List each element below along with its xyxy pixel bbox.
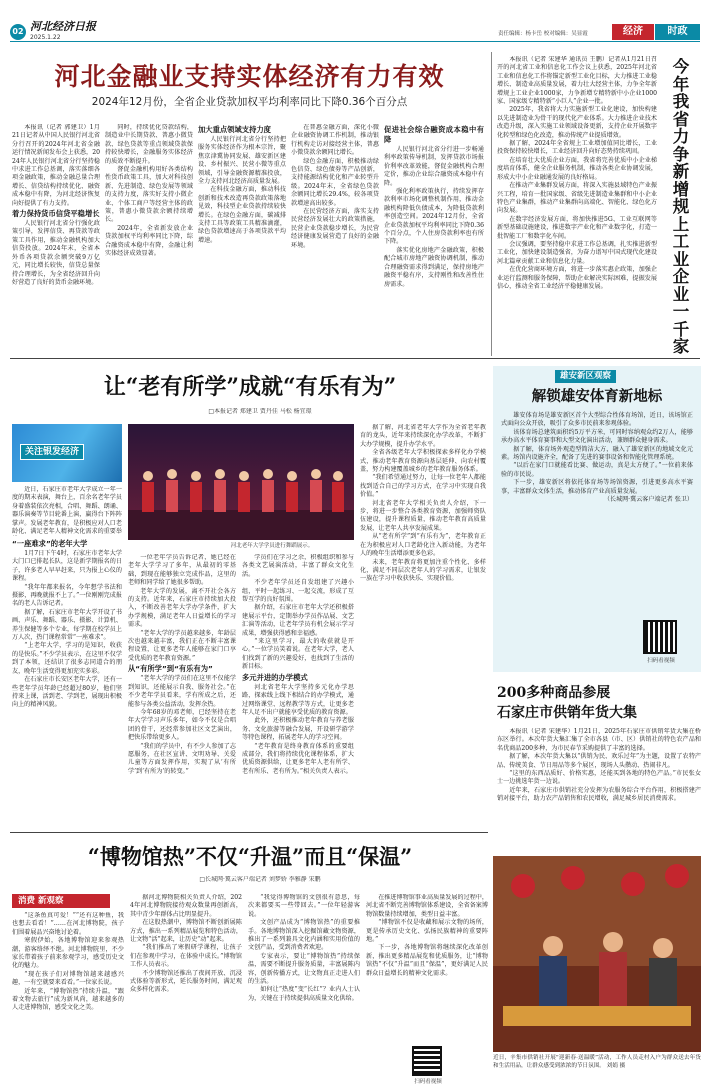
feature-col-3 (242, 554, 354, 828)
paragraph: 一位老年学员告诉记者，她已经在老年大学学习了多年，从最初的零基础，到现在能够独立完成作品，这里的老师和同学给了她很多帮助。 (128, 554, 236, 587)
subheading: 促进社会综合融资成本稳中有降 (384, 125, 484, 144)
paragraph: 据了解，河北省老年大学作为全省老年教育的龙头，近年来持续深化办学改革，不断扩大办学规模，提升办学水平。 (360, 424, 486, 448)
feature-byline: □本报记者 郑建卫 贾丹佳 马松 杨宜璟 (208, 408, 312, 415)
xiongan-box (493, 366, 701, 672)
paragraph: “以后在家门口就能看比赛、做运动，真是太方便了。”一位前来体验的市民说。 (501, 462, 693, 478)
vertical-title-char: 家 (672, 337, 690, 356)
paragraph: 在科技金融方面，推动科技创新和技术改造再贷款政策落地见效，科技型企业贷款持续较快增长。在绿色金融方面，碳减排支持工具等政策工具精准滴灌，绿色贷款增速高于各项贷款平均增速。 (198, 186, 286, 244)
museum-qr-code[interactable] (412, 1046, 442, 1076)
paragraph: 下一步，雄安新区将依托体育场等场馆资源，引进更多高水平赛事，丰富群众文体生活，推动体育产业高质量发展。 (501, 479, 693, 495)
stage-floor (128, 510, 354, 540)
paragraph: 在培育壮大优质企业方面，我省将完善优质中小企业梯度培育体系，健全企业服务机制，推动各类企业协调发展，形成大中小企业融通发展的良好格局。 (497, 156, 657, 181)
museum-col-1 (12, 912, 124, 1084)
feature-badge-photo (12, 424, 122, 482)
lead-col-3 (198, 124, 286, 316)
market-photo (493, 856, 701, 1052)
vertical-title-char: 业 (672, 249, 690, 269)
paragraph: 同时，持续优化贷款结构，制造业中长期贷款、普惠小微贷款、绿色贷款等重点领域贷款保持较快增长，金融服务实体经济的质效不断提升。 (105, 124, 193, 165)
paragraph: 督促金融机构用好各类结构性货币政策工具，加大对科技创新、先进制造、绿色发展等领域的支持力度，落实好支持小微企业、个体工商户等经营主体的政策，普惠小微贷款余额持续增长。 (105, 166, 193, 224)
feature-title: 让“老有所学”成就“有乐有为” (103, 374, 397, 400)
feature-intro (12, 486, 122, 536)
paragraph: 学员们在学习之余，积极组织和参与各类文艺展演活动，丰富了群众文化生活。 (242, 554, 354, 578)
paragraph: “现在孩子们对博物馆越来越感兴趣，一有空就要来看看。”一位家长说。 (12, 970, 124, 987)
lead-col-5 (384, 124, 484, 316)
vertical-title-char: 千 (672, 319, 690, 339)
museum-badge: 消费 新观察 (12, 894, 110, 908)
paragraph: 强化利率政策执行，持续发挥存款利率市场化调整机制作用，推动金融机构降低负债成本，为降低贷款利率创造空间。2024年12月份，全省企业贷款加权平均利率同比下降0.36个百分点，个人住房贷款利率也有所下降。 (384, 188, 484, 246)
section-tag-economy: 经济 (612, 24, 654, 40)
paragraph: 未来，老年教育将更加注重个性化、多样化，满足不同层次老年人的学习需求，让银发一族在学习中收获快乐、实现价值。 (360, 558, 486, 583)
issue-date: 2025.1.22 (30, 34, 61, 41)
paragraph: “上老年大学，学习的是知识，收获的是快乐。”不少学员表示，在这里不仅学到了本领，还结识了很多志同道合的朋友，晚年生活变得更加充实多彩。 (12, 642, 122, 675)
paragraph: 寒假伊始，各地博物馆迎来参观热潮，游客络绎不绝。河北博物院里，不少家长带着孩子前来参观学习，感受历史文化的魅力。 (12, 937, 124, 970)
paragraph: 专家表示，要让“博物馆热”持续保温，需要不断提升服务质量，丰富展陈内容，创新传播方式，让文物真正走进人们的生活。 (248, 952, 360, 986)
subheading: 从“有所学”到“有乐有为” (128, 664, 213, 674)
vertical-title-char: 争 (672, 144, 690, 164)
paragraph: “我们推出了寒假研学课程，让孩子们在参观中学习，在体验中成长。”博物馆工作人员表示。 (130, 944, 242, 969)
vertical-title-char: 一 (672, 302, 690, 321)
paragraph: 会议强调，要坚持稳中求进工作总基调，扎实推进新型工业化，加快建设制造强省，为奋力谱写中国式现代化建设河北篇章贡献工业和信息化力量。 (497, 240, 657, 265)
paragraph: 下一步，各地博物馆将继续深化改革创新，推出更多精品展览和优质服务，让“博物馆热”不仅“升温”而且“保温”，更好满足人民群众日益增长的精神文化需求。 (366, 944, 488, 977)
vertical-title-char: 新 (672, 162, 690, 181)
paragraph: 据了解，体育场外观造型简洁大方，融入了雄安新区的地域文化元素。场馆内设施齐全，配备了先进的赛事设备和智能化管理系统。 (501, 445, 693, 462)
paragraph: 本报讯（记者 宋建华）1月21日，2025年石家庄市供销年货大集在桥东区举行。本次年货大集汇集了全市各县（市、区）供销社的特色农产品和名优商品200多种，为市民春节采购提供了丰富的选择。 (497, 728, 701, 752)
paragraph: 据了解，本次年货大集以“供销为民、欢乐过年”为主题，设置了农特产品、传统美食、节日用品等多个展区，现场人头攒动、热闹非凡。 (497, 753, 701, 769)
lead-col-4 (291, 124, 379, 316)
masthead (0, 0, 708, 42)
vertical-title-char: 今 (672, 58, 690, 76)
vertical-title-char: 企 (672, 267, 690, 286)
paragraph: 文创产品成为“博物馆热”的重要推手。各地博物馆深入挖掘馆藏文物资源，推出了一系列兼具文化内涵和实用价值的文创产品，受到消费者欢迎。 (248, 919, 360, 952)
vertical-title-char: 力 (672, 127, 690, 146)
vertical-title-char: 增 (672, 179, 690, 199)
xiongan-title: 解锁雄安体育新地标 (531, 388, 663, 405)
paragraph: 老年大学的发展，离不开社会各方的支持。近年来，石家庄市持续加大投入，不断改善老年大学办学条件，扩大办学规模，满足老年人日益增长的学习需求。 (128, 587, 236, 629)
paragraph: 该体育场总建筑面积约5万平方米，可同时容纳观众约2万人，能够承办高水平体育赛事和大型文化演出活动，兼顾群众健身需求。 (501, 428, 693, 445)
paragraph: 如何让“热度”变“长红”？业内人士认为，关键在于持续提供高质量文化供给。 (248, 986, 360, 1002)
fair-title-2: 石家庄市供销年货大集 (497, 705, 637, 721)
paragraph: 据河北博物院相关负责人介绍，2024年河北博物院接待观众数量再创新高，其中青少年群体占比明显提升。 (130, 894, 242, 918)
paragraph: “来这里学习，最大的收获就是开心。”一位学员笑着说。在老年大学，老人们找到了新的兴趣爱好，也找到了生活的新目标。 (242, 638, 354, 671)
paragraph: 在数字经济发展方面，将加快推进5G、工业互联网等新型基础设施建设，推进数字产业化和产业数字化，打造一批智能工厂和数字化车间。 (497, 215, 657, 240)
museum-col-3 (248, 894, 360, 1084)
paragraph: 在推进博物馆事业高质量发展的过程中，河北省不断完善博物馆体系建设，全省备案博物馆数量持续增加，类型日益丰富。 (366, 894, 488, 918)
subheading: “一座难求”的老年大学 (12, 539, 88, 548)
feature-col-1 (12, 538, 122, 828)
feature-col-4 (360, 424, 486, 828)
paragraph: “老年大学的学员们在这里不仅能学到知识，还能展示自我、服务社会。”在不少老年学员看来，学有所成之后，还能参与各类公益活动，发挥余热。 (128, 675, 236, 708)
vertical-title-char: 工 (672, 232, 690, 251)
masthead-rule (10, 41, 700, 42)
paragraph: 不少博物馆还推出了夜间开放、沉浸式体验等新形式，延长服务时间，满足观众多样化需求。 (130, 969, 242, 994)
paragraph: 本报讯（记者 宋建华 通讯员 王鹏）记者从1月21日召开的河北省工业和信息化工作会议上获悉，2025年河北省工业和信息化工作将锚定新型工业化目标，大力推进工业稳增长、制造业高质量发展，着力壮大经营主体，力争全年新增规上工业企业1000家，力争新增专精特新中小企业1000家、国家级专精特新“小巨人”企业一批。 (497, 56, 657, 106)
paragraph: 据介绍，石家庄市老年大学还积极搭建展示平台，定期举办学员作品展、文艺汇演等活动，让老年学员有机会展示学习成果，增强获得感和幸福感。 (242, 604, 354, 637)
goods-table (503, 1006, 691, 1026)
paragraph: “老年教育是终身教育体系的重要组成部分，我们将持续优化课程体系，扩大优质资源供给，让更多老年人老有所学、老有所乐、老有所为。”相关负责人表示。 (242, 742, 354, 775)
column-divider (491, 52, 492, 356)
paragraph: 据了解，石家庄市老年大学开设了书画、声乐、舞蹈、器乐、摄影、计算机、养生保健等多个专业，每学期在校学员上万人次，热门课程常常“一座难求”。 (12, 608, 122, 642)
paragraph: 据了解，2024年全省规上工业增加值同比增长，工业投资保持较快增长，工业经济回升向好态势持续巩固。 (497, 140, 657, 156)
paragraph: 2024年，全省新发放企业贷款加权平均利率同比下降，综合融资成本稳中有降，金融让利实体经济成效显著。 (105, 224, 193, 258)
paragraph: “我觉得博物馆的文创很有意思，每次来都要买一些带回去。”一位年轻游客说。 (248, 894, 360, 918)
feature-photo (128, 424, 354, 540)
xiongan-qr-code[interactable] (643, 620, 677, 654)
paragraph: 在普惠金融方面，深化小微企业融资协调工作机制，推动银行机构走访对接经营主体，普惠小微贷款余额同比增长。 (291, 124, 379, 157)
feature-photo-caption: 河北老年大学学员进行舞蹈展示。 (230, 543, 314, 549)
lead-col-1 (12, 124, 100, 316)
paragraph: 今年68岁的邓老师，已经坚持在老年大学学习声乐多年，如今不仅是合唱团的骨干，还经常参加社区文艺演出，把快乐带给更多人。 (128, 708, 236, 742)
paragraph: “老年大学的学员越来越多，年龄层次也越来越丰富，我们正在不断丰富课程设置，让更多老年人能够在家门口享受优质的老年教育资源。” (128, 629, 236, 662)
fair-body (497, 728, 701, 852)
subheading: 着力保持货币信贷平稳增长 (12, 209, 100, 219)
paragraph: 人民银行河北省分行进一步畅通利率政策传导机制，发挥贷款市场报价利率改革效能，督促金融机构合理定价，推动企业综合融资成本稳中有降。 (384, 146, 484, 187)
xiongan-body (501, 412, 693, 616)
paragraph: 不少老年学员还自发组建了兴趣小组，平时一起练习、一起交流，形成了互帮互学的良好氛围。 (242, 579, 354, 604)
lead-subtitle: 2024年12月份，全省企业贷款加权平均利率同比下降0.36个百分点 (91, 96, 408, 108)
subheading: 多元并进的办学模式 (242, 672, 308, 682)
paragraph: 在推动产业集群发展方面，将深入实施县域特色产业振兴工程，培育一批国家级、省级先进制造业集群和中小企业特色产业集群，推动产业集群向高端化、智能化、绿色化方向发展。 (497, 182, 657, 215)
paragraph: “我们希望通过努力，让每一位老年人都能找到适合自己的学习方式，在学习中实现自我价值。” (360, 474, 486, 499)
paragraph: 在民营经济方面，落实支持民营经济发展壮大的政策措施，民营企业贷款稳步增长，为民营经济健康发展营造了良好的金融环境。 (291, 208, 379, 249)
paragraph: 近日，石家庄市老年大学成立一年一度的期末表演，舞台上，百余名老年学员身着盛装依次亮相，合唱、舞蹈、朗诵、器乐演奏等节目轮番上演，赢得台下阵阵掌声。发展老年教育，是积极应对人口老龄化、满足老年人精神文化需求的重要举 (12, 486, 122, 536)
industry-body (497, 56, 657, 352)
paragraph: 绿色金融方面，积极推动绿色信贷、绿色债券等产品创新，支持能源结构优化和产业转型升级。2024年末，全省绿色贷款余额同比增长29.4%，较各项贷款增速高出较多。 (291, 157, 379, 207)
lead-title: 河北金融业支持实体经济有力有效 (54, 62, 445, 91)
feature-col-2 (128, 554, 236, 828)
paragraph: 在这股热潮中，博物馆不断创新展陈方式，推出一系列精品展览和特色活动，让文物“活”起来，让历史“动”起来。 (130, 919, 242, 944)
subheading: 加大重点领域支持力度 (198, 125, 271, 134)
paragraph: 在石家庄市长安区老年大学，还有一些老年学员年龄已经超过80岁，他们坚持来上课，活到老、学到老，展现出积极向上的精神风貌。 (12, 676, 122, 709)
paragraph: 雄安体育场是雄安新区首个大型综合性体育场馆，近日，该场馆正式面向公众开放，吸引了众多市民前来参观体验。 (501, 412, 693, 428)
paragraph: 人民银行河北省分行坚持把服务实体经济作为根本宗旨，聚焦京津冀协同发展、雄安新区建设、乡村振兴、民营小微等重点领域，引导金融资源精准投放，全力支持河北经济高质量发展。 (198, 136, 286, 186)
vertical-title-char: 规 (672, 197, 690, 216)
paragraph: 人民银行河北省分行强化政策引导，发挥信贷、再贷款等政策工具作用，推动金融机构加大信贷投放。2024年末，全省本外币各项贷款余额突破9万亿元，同比增长较快，信贷总量保持合理增长，为全省经济回升向好营造了良好的货币金融环境。 (12, 220, 100, 286)
editors: 责任编辑：杨卡岳 校对编辑：吴显霞 (498, 31, 588, 37)
paragraph: 近年来，“博物馆热”持续升温，“跟着文物去旅行”成为新风尚，越来越多的人走进博物馆，感受文化之美。 (12, 987, 124, 1012)
paragraph: 本报讯（记者 郭建卫）1月21日记者从中国人民银行河北省分行召开的2024年河北省金融运行情况新闻发布会上获悉，2024年人民银行河北省分行坚持稳中求进工作总基调，落实落细各项金融政策，推动金融总量合理增长、信贷结构持续优化、融资成本稳中有降，为河北经济恢复向好提供了有力支持。 (12, 124, 100, 207)
vertical-title-char: 年 (672, 74, 690, 94)
paragraph: 1月7日下午4时，石家庄市老年大学大门口已排起长队，这是新学期报名的日子，许多老人早早赶来，只为报上心仪的课程。 (12, 550, 122, 583)
paragraph: 河北省老年大学相关负责人介绍，下一步，将进一步整合各类教育资源，加强师资队伍建设，提升课程质量，推动老年教育高质量发展，让老年人共享发展成果。 (360, 499, 486, 532)
feature-badge: 关注银发经济 (20, 444, 84, 460)
paragraph: “我年年都来报名，今年想学书法和摄影，再晚就报不上了。”一位刚刚完成报名的老人告诉记者。 (12, 583, 122, 608)
paragraph: 近年来，石家庄市供销社充分发挥为农服务综合平台作用，积极搭建产销对接平台，助力农产品销售和农民增收，满足城乡居民消费需求。 (497, 786, 701, 803)
paragraph: “这条鱼真可爱！”“还有这种鱼，我也想去看看！”……在河北博物院，孩子们围着展品兴奋地讨论着。 (12, 912, 124, 936)
xiongan-badge: 雄安新区观察 (555, 370, 616, 383)
museum-col-4 (366, 894, 488, 1044)
industry-vertical-title (663, 58, 699, 358)
vertical-title-char: 上 (672, 214, 690, 234)
section-rule (10, 832, 488, 833)
museum-byline: □长城网·冀云客户端记者 刘梦娇 李雅静 宋鹏 (199, 876, 321, 883)
vertical-title-char: 省 (672, 109, 690, 129)
paragraph: “我们的学员中，有不少人参加了志愿服务，在社区宣讲、文明劝导、关爱儿童等方面发挥作用，实现了从‘有所学’到‘有所为’的转变。” (128, 742, 236, 775)
museum-title: “博物馆热”不仅“升温”而且“保温” (87, 844, 413, 869)
paragraph: 河北省老年大学坚持多元化办学思路，探索线上线下相结合的办学模式，通过网络课堂、远程教学等方式，让更多老年人足不出户就能享受优质的教育资源。 (242, 683, 354, 716)
museum-qr-caption: 扫码看视频 (414, 1079, 442, 1085)
paper-name: 河北经济日报 (30, 20, 96, 33)
fair-title-1: 200多种商品参展 (497, 685, 611, 701)
paragraph: 2025年，我省将大力实施新型工业化建设，加快构建以先进制造业为骨干的现代化产业体系。大力推进企业技术改造升级，深入实施工业领域设备更新，支持企业开展数字化转型和绿色化改造，推动传统产业提质增效。 (497, 106, 657, 139)
paragraph: 全省各级老年大学积极探索多样化办学模式，推动老年教育资源向基层延伸、向农村覆盖，努力构建覆盖城乡的老年教育服务体系。 (360, 449, 486, 474)
paragraph: 从“老有所学”到“有乐有为”，老年教育正在为积极应对人口老龄化注入新动能，为老年人的晚年生活增添更多色彩。 (360, 533, 486, 558)
dancers (142, 469, 344, 512)
xiongan-byline: （长城网·冀云客户端记者 张卫） (603, 496, 693, 504)
market-photo-caption: 近日，辛集市供销社开展“迎新春·送温暖”活动，工作人员走村入户为群众送去年货和生活用品，让群众感受到浓浓的节日氛围。 刘娟 摄 (493, 1055, 701, 1070)
museum-col-2 (130, 894, 242, 1084)
vertical-title-char: 业 (672, 284, 690, 304)
paragraph: 落实优化房地产金融政策，积极配合城市房地产融资协调机制，推动合理融资需求得到满足，保持房地产融资平稳有序，支持刚性和改善性住房需求。 (384, 246, 484, 288)
lead-col-2 (105, 124, 193, 316)
paragraph: 此外，还积极推动老年教育与养老服务、文化旅游等融合发展，开设研学游学等特色课程，拓展老年人的学习空间。 (242, 717, 354, 742)
section-rule (10, 358, 700, 359)
shoppers (539, 932, 677, 1006)
paragraph: 在优化营商环境方面，将进一步落实惠企政策，加强企业运行监测和服务保障，帮助企业解决实际困难，提振发展信心，推动全省工业经济平稳健康发展。 (497, 266, 657, 290)
paragraph: “博物馆不仅是收藏和展示文物的场所，更是传承历史文化、弘扬民族精神的重要阵地。” (366, 919, 488, 944)
page-number-badge: 02 (10, 24, 26, 40)
xiongan-qr-caption: 扫码看视频 (647, 658, 675, 664)
paragraph: “这里的东西品质好、价格实惠，还能买到各地的特色产品。”市民张女士一边挑选年货一边说。 (497, 770, 701, 786)
section-tag-politics: 时政 (655, 24, 700, 40)
vertical-title-char: 我 (672, 92, 690, 111)
